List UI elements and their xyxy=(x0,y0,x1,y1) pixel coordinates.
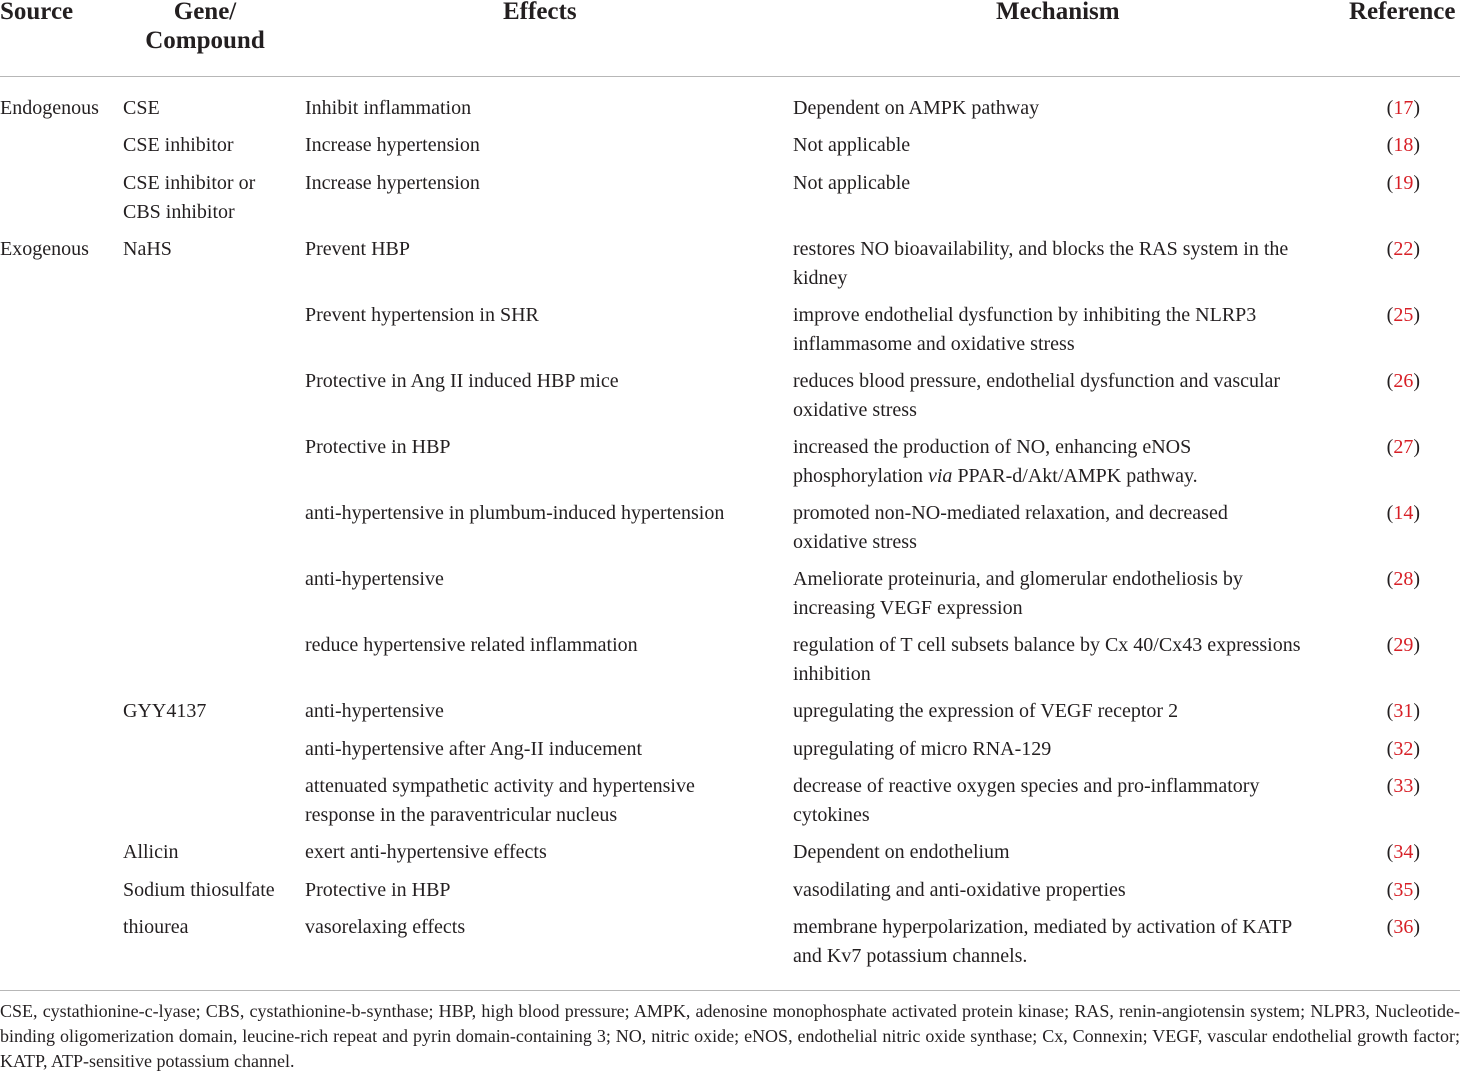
reference-link[interactable]: 32 xyxy=(1393,738,1414,760)
gene-cell: Allicin xyxy=(123,841,179,863)
mechanism-line2: oxidative stress xyxy=(793,531,917,553)
mechanism-line1: membrane hyperpolarization, mediated by activation of KATP xyxy=(793,916,1293,938)
mechanism-line1: decrease of reactive oxygen species and pro-inflammatory xyxy=(793,775,1260,797)
table-header xyxy=(0,0,1460,77)
mechanism-line1: promoted non-NO-mediated relaxation, and decreased xyxy=(793,502,1228,524)
mechanism-line2-post: PPAR-d/Akt/AMPK pathway. xyxy=(952,465,1198,487)
mechanism-line1: restores NO bioavailability, and blocks the RAS system in the xyxy=(793,238,1289,260)
header-gene-line2: Compound xyxy=(145,27,265,54)
mechanism-line2-pre: phosphorylation xyxy=(793,465,928,487)
reference-cell[interactable]: (35) xyxy=(1386,879,1420,901)
mechanism-line2: inhibition xyxy=(793,663,871,685)
gene-line2: CBS inhibitor xyxy=(123,201,235,223)
effects-cell: Increase hypertension xyxy=(305,134,480,156)
effects-cell: anti-hypertensive xyxy=(305,568,444,590)
effects-line1: attenuated sympathetic activity and hypertensive xyxy=(305,775,695,797)
mechanism-cell: Not applicable xyxy=(793,172,911,194)
footer-divider xyxy=(0,990,1460,991)
reference-cell[interactable]: (18) xyxy=(1386,134,1420,156)
source-cell: Exogenous xyxy=(0,238,89,260)
reference-cell[interactable]: (28) xyxy=(1386,568,1420,590)
reference-cell[interactable]: (32) xyxy=(1386,738,1420,760)
reference-cell[interactable]: (14) xyxy=(1386,502,1420,524)
mechanism-line1: reduces blood pressure, endothelial dysfunction and vascular xyxy=(793,370,1281,392)
effects-cell: Inhibit inflammation xyxy=(305,97,472,119)
mechanism-cell: Dependent on endothelium xyxy=(793,841,1010,863)
mechanism-line2: cytokines xyxy=(793,804,870,826)
mechanism-line2: kidney xyxy=(793,267,848,289)
gene-cell xyxy=(123,169,293,227)
mechanism-cell: upregulating the expression of VEGF receptor 2 xyxy=(793,700,1179,722)
mechanism-line2: oxidative stress xyxy=(793,399,917,421)
reference-link[interactable]: 14 xyxy=(1393,502,1414,524)
reference-link[interactable]: 31 xyxy=(1393,700,1414,722)
gene-cell: NaHS xyxy=(123,238,172,260)
mechanism-cell xyxy=(793,301,1353,359)
reference-cell[interactable]: (31) xyxy=(1386,700,1420,722)
reference-link[interactable]: 25 xyxy=(1393,304,1414,326)
header-gene-compound xyxy=(140,0,270,55)
reference-cell[interactable]: (36) xyxy=(1386,916,1420,938)
gene-line1: CSE inhibitor or xyxy=(123,172,256,194)
reference-link[interactable]: 29 xyxy=(1393,634,1414,656)
mechanism-line2: inflammasome and oxidative stress xyxy=(793,333,1075,355)
reference-cell[interactable]: (27) xyxy=(1386,436,1420,458)
mechanism-line2 xyxy=(793,462,1353,491)
reference-link[interactable]: 33 xyxy=(1393,775,1414,797)
effects-cell: Protective in Ang II induced HBP mice xyxy=(305,370,619,392)
mechanism-cell xyxy=(793,367,1353,425)
reference-cell[interactable]: (25) xyxy=(1386,304,1420,326)
effects-cell: anti-hypertensive after Ang-II inducement xyxy=(305,738,643,760)
mechanism-line1: increased the production of NO, enhancing eNOS xyxy=(793,436,1192,458)
table-footnote: CSE, cystathionine-c-lyase; CBS, cystathionine-b-synthase; HBP, high blood pressure; AMPK, adenosine monophosphate activated protein kinase; RAS, renin-angiotensin system; NLPR3, Nucleotide-binding oligomerization domain, leucine-rich repeat and pyrin domain-containing 3; NO, nitric oxide; eNOS, endothelial nitric oxide synthase; Cx, Connexin; VEGF, vascular endothelial growth factor; KATP, ATP-sensitive potassium channel. xyxy=(0,1001,1460,1071)
reference-cell[interactable]: (34) xyxy=(1386,841,1420,863)
effects-cell: anti-hypertensive xyxy=(305,700,444,722)
reference-link[interactable]: 18 xyxy=(1393,134,1414,156)
effects-cell: Prevent hypertension in SHR xyxy=(305,304,539,326)
reference-cell[interactable]: (17) xyxy=(1386,97,1420,119)
mechanism-cell xyxy=(793,913,1353,971)
header-gene-line1: Gene/ xyxy=(173,0,237,25)
mechanism-cell xyxy=(793,631,1353,689)
reference-cell[interactable]: (26) xyxy=(1386,370,1420,392)
reference-link[interactable]: 34 xyxy=(1393,841,1414,863)
mechanism-line1: regulation of T cell subsets balance by Cx 40/Cx43 expressions xyxy=(793,634,1301,656)
header-source: Source xyxy=(0,0,74,25)
header-reference: Reference xyxy=(1349,0,1456,25)
effects-cell: Protective in HBP xyxy=(305,436,451,458)
gene-cell: CSE xyxy=(123,97,160,119)
mechanism-cell xyxy=(793,499,1353,557)
mechanism-line1: Ameliorate proteinuria, and glomerular endotheliosis by xyxy=(793,568,1243,590)
effects-cell: Prevent HBP xyxy=(305,238,410,260)
effects-cell: vasorelaxing effects xyxy=(305,916,466,938)
reference-cell[interactable]: (33) xyxy=(1386,775,1420,797)
mechanism-cell: vasodilating and anti-oxidative properties xyxy=(793,879,1126,901)
mechanism-cell: Not applicable xyxy=(793,134,911,156)
effects-cell: Increase hypertension xyxy=(305,172,480,194)
reference-link[interactable]: 36 xyxy=(1393,916,1414,938)
mechanism-cell xyxy=(793,565,1353,623)
gene-cell: CSE inhibitor xyxy=(123,134,234,156)
effects-cell: anti-hypertensive in plumbum-induced hypertension xyxy=(305,502,725,524)
mechanism-line1: improve endothelial dysfunction by inhibiting the NLRP3 xyxy=(793,304,1257,326)
reference-link[interactable]: 28 xyxy=(1393,568,1414,590)
effects-cell: reduce hypertensive related inflammation xyxy=(305,634,638,656)
reference-cell[interactable]: (19) xyxy=(1386,172,1420,194)
reference-link[interactable]: 22 xyxy=(1393,238,1414,260)
gene-cell: GYY4137 xyxy=(123,700,207,722)
gene-cell: Sodium thiosulfate xyxy=(123,879,275,901)
reference-link[interactable]: 27 xyxy=(1393,436,1414,458)
reference-link[interactable]: 26 xyxy=(1393,370,1414,392)
reference-cell[interactable]: (22) xyxy=(1386,238,1420,260)
effects-cell xyxy=(305,772,775,830)
mechanism-line2: and Kv7 potassium channels. xyxy=(793,945,1028,967)
mechanism-cell: Dependent on AMPK pathway xyxy=(793,97,1040,119)
effects-cell: Protective in HBP xyxy=(305,879,451,901)
reference-link[interactable]: 35 xyxy=(1393,879,1414,901)
header-effects: Effects xyxy=(503,0,577,25)
reference-cell[interactable]: (29) xyxy=(1386,634,1420,656)
mechanism-cell: upregulating of micro RNA-129 xyxy=(793,738,1052,760)
reference-link[interactable]: 19 xyxy=(1393,172,1414,194)
mechanism-line2-italic: via xyxy=(928,465,953,487)
mechanism-cell xyxy=(793,772,1353,830)
mechanism-line2: increasing VEGF expression xyxy=(793,597,1023,619)
mechanism-cell xyxy=(793,235,1353,293)
header-mechanism: Mechanism xyxy=(996,0,1120,25)
reference-link[interactable]: 17 xyxy=(1393,97,1414,119)
effects-line2: response in the paraventricular nucleus xyxy=(305,804,618,826)
mechanism-cell xyxy=(793,433,1353,491)
effects-cell: exert anti-hypertensive effects xyxy=(305,841,547,863)
gene-cell: thiourea xyxy=(123,916,189,938)
source-cell: Endogenous xyxy=(0,97,99,119)
